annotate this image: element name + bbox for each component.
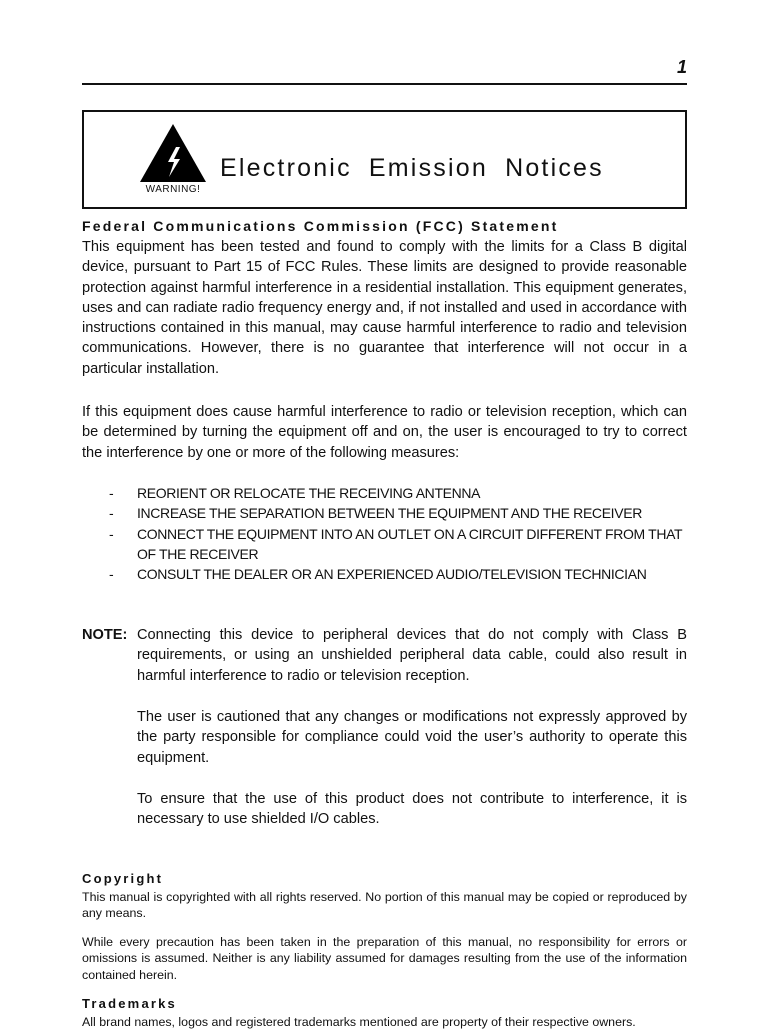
copyright-paragraph-1: This manual is copyrighted with all rights reserved. No portion of this manual may be copied or reproduced by any means.	[82, 890, 687, 921]
notice-title: Electronic Emission Notices	[220, 154, 604, 182]
warning-label: WARNING!	[145, 184, 201, 195]
bullet-dash: -	[109, 485, 114, 501]
measure-item	[82, 564, 687, 584]
trademarks-paragraph-1: All brand names, logos and registered trademarks mentioned are property of their respective owners.	[82, 1015, 636, 1029]
measure-text: CONSULT THE DEALER OR AN EXPERIENCED AUDIO/TELEVISION TECHNICIAN	[137, 566, 647, 583]
measure-item	[82, 503, 687, 523]
copyright-title: Copyright	[82, 871, 164, 886]
fcc-paragraph-1: This equipment has been tested and found to comply with the limits for a Class B digital device, pursuant to Part 15 of FCC Rules. These limits are designed to provide reasonable protection against harmful interference in a residential installation. This equipment generates, uses and can radiate radio frequency energy and, if not installed and used in accordance with instructions contained in this manual, may cause harmful interference to radio and television communications. However, there is no guarantee that interference will not occur in a particular installation.	[82, 239, 687, 377]
note-label: NOTE:	[82, 627, 128, 643]
page-number: 1	[676, 57, 687, 77]
measure-text: REORIENT OR RELOCATE THE RECEIVING ANTENNA	[137, 485, 481, 501]
warning-lightning-triangle-icon	[136, 122, 210, 198]
manual-page	[82, 0, 687, 1029]
measure-text: CONNECT THE EQUIPMENT INTO AN OUTLET ON A CIRCUIT DIFFERENT FROM THAT OF THE RECEIVER	[137, 525, 682, 562]
emission-notice-box	[82, 110, 687, 209]
bullet-dash: -	[109, 525, 114, 542]
bullet-dash: -	[109, 505, 114, 522]
measure-item	[82, 524, 687, 565]
note-paragraph-2: The user is cautioned that any changes or modifications not expressly approved by the party responsible for compliance could void the user’s authority to operate this equipment.	[137, 709, 687, 766]
interference-measures-list	[82, 483, 687, 584]
fcc-paragraph-2: If this equipment does cause harmful interference to radio or television reception, which can be determined by turning the equipment off and on, the user is encouraged to try to correct the interference by one or more of the following measures:	[82, 404, 687, 461]
fcc-statement-title: Federal Communications Commission (FCC) Statement	[82, 218, 559, 234]
bullet-dash: -	[109, 566, 114, 583]
note-paragraph-3: To ensure that the use of this product does not contribute to interference, it is necessary to use shielded I/O cables.	[137, 791, 687, 828]
measure-item	[82, 483, 687, 503]
copyright-paragraph-2: While every precaution has been taken in the preparation of this manual, no responsibility for errors or omissions is assumed. Neither is any liability assumed for damages resulting from the use of the information contained herein.	[82, 935, 687, 982]
measure-text: INCREASE THE SEPARATION BETWEEN THE EQUIPMENT AND THE RECEIVER	[137, 505, 642, 522]
note-paragraph-1: Connecting this device to peripheral devices that do not comply with Class B requirements, or using an unshielded peripheral data cable, could also result in harmful interference to radio or television reception.	[137, 627, 687, 684]
trademarks-title: Trademarks	[82, 996, 177, 1011]
header-rule	[82, 83, 687, 85]
